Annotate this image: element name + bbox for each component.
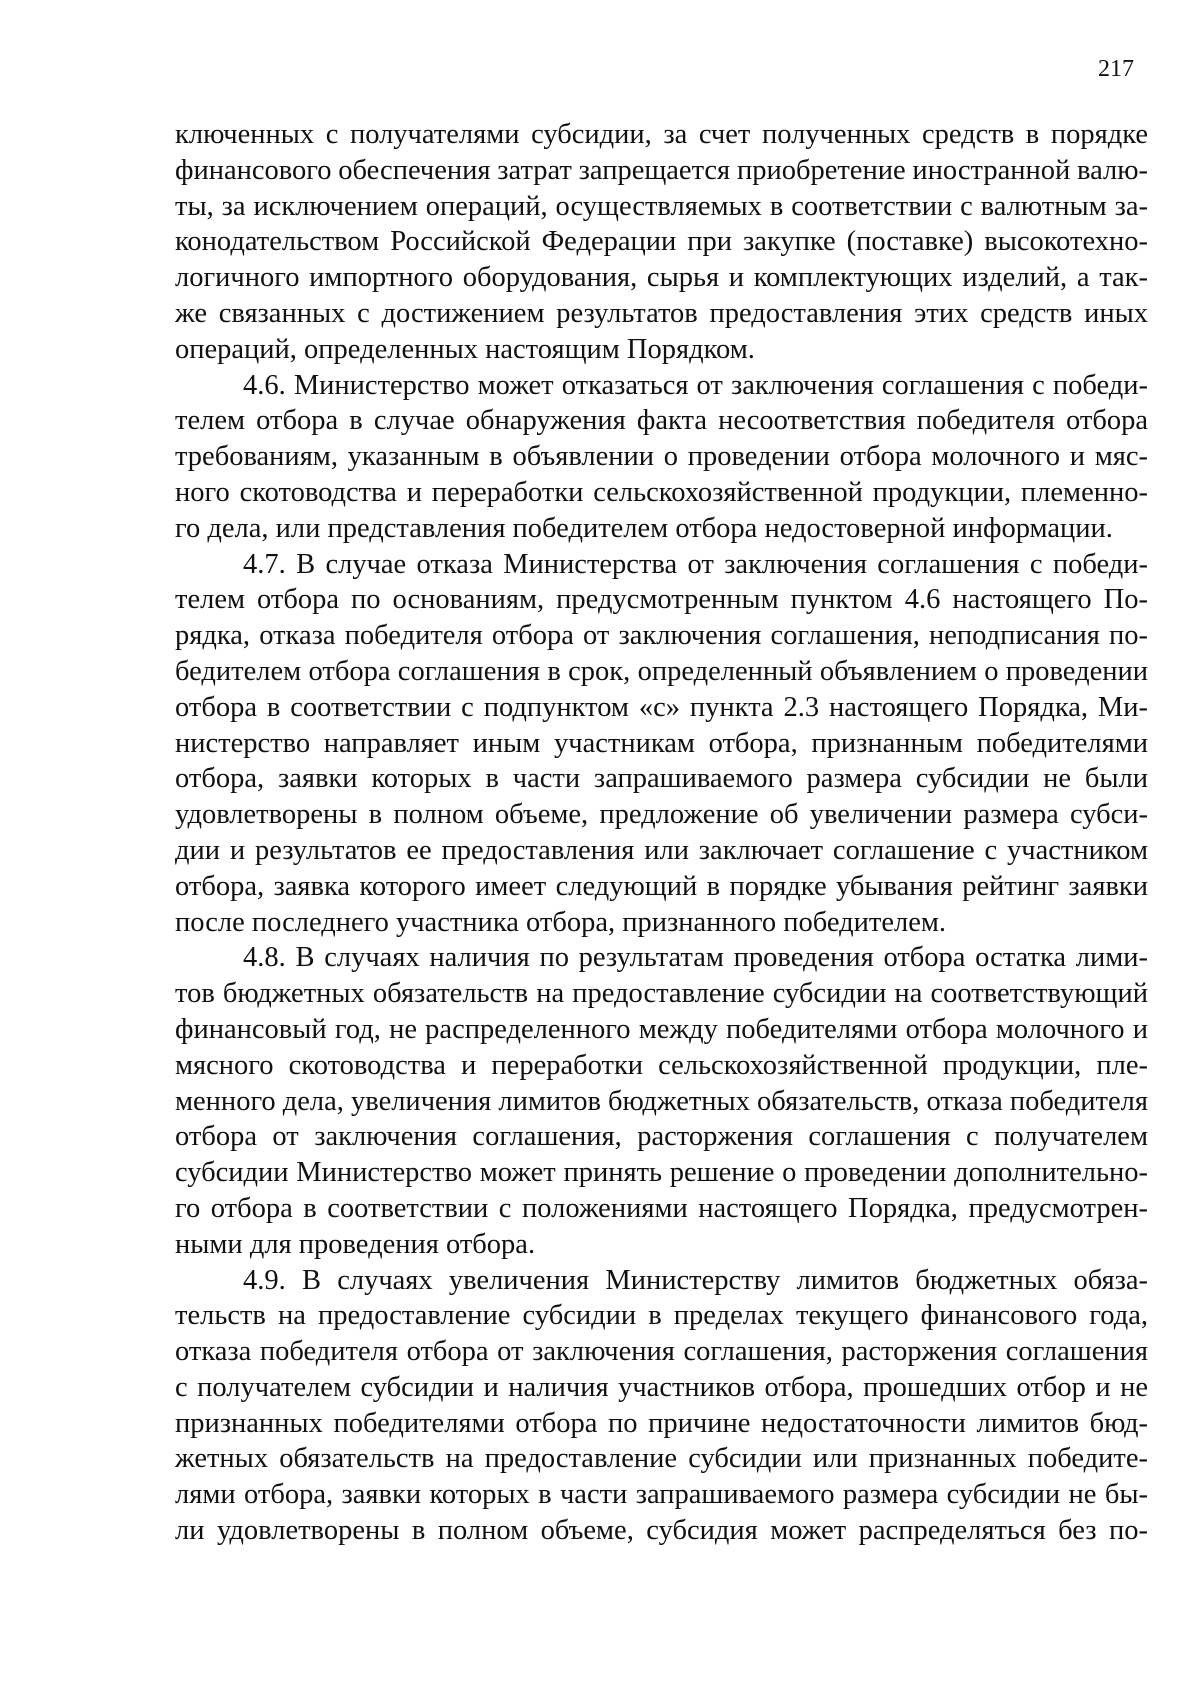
text-line: после последнего участника отбора, признанного победителем. bbox=[175, 906, 947, 938]
text-line: ключенных с получателями субсидии, за счет полученных средств в порядке bbox=[175, 119, 1148, 150]
text-line: требованиям, указанным в объявлении о проведении отбора молочного и мяс- bbox=[175, 441, 1148, 473]
text-line: нистерство направляет иным участникам отбора, признанным победителями bbox=[175, 727, 1148, 759]
text-line: 4.7. В случае отказа Министерства от заключения соглашения с победи- bbox=[243, 548, 1148, 580]
text-line: удовлетворены в полном объеме, предложение об увеличении размера субси- bbox=[175, 799, 1148, 831]
text-line: 4.9. В случаях увеличения Министерству лимитов бюджетных обяза- bbox=[243, 1264, 1148, 1296]
paragraph bbox=[175, 1263, 1148, 1549]
text-line: же связанных с достижением результатов предоставления этих средств иных bbox=[175, 297, 1148, 329]
text-line: 4.6. Министерство может отказаться от заключения соглашения с победи- bbox=[243, 369, 1148, 401]
text-line: финансового обеспечения затрат запрещается приобретение иностранной валю- bbox=[175, 154, 1148, 186]
text-line: конодательством Российской Федерации при закупке (поставке) высокотехно- bbox=[175, 226, 1148, 258]
text-line: с получателем субсидии и наличия участников отбора, прошедших отбор и не bbox=[175, 1371, 1148, 1403]
paragraph bbox=[175, 940, 1148, 1262]
text-line: субсидии Министерство может принять решение о проведении дополнительно- bbox=[175, 1157, 1148, 1189]
paragraph bbox=[175, 547, 1148, 941]
document-body bbox=[175, 117, 1148, 1549]
text-line: ного скотоводства и переработки сельскохозяйственной продукции, племенно- bbox=[175, 476, 1148, 508]
text-line: отказа победителя отбора от заключения соглашения, расторжения соглашения bbox=[175, 1336, 1148, 1368]
text-line: отбора в соответствии с подпунктом «с» пункта 2.3 настоящего Порядка, Ми- bbox=[175, 691, 1148, 723]
text-line: менного дела, увеличения лимитов бюджетных обязательств, отказа победителя bbox=[175, 1085, 1148, 1117]
text-line: тов бюджетных обязательств на предоставление субсидии на соответствующий bbox=[175, 978, 1148, 1010]
text-line: отбора от заключения соглашения, расторжения соглашения с получателем bbox=[175, 1121, 1148, 1153]
text-line: отбора, заявка которого имеет следующий в порядке убывания рейтинг заявки bbox=[175, 870, 1148, 902]
text-line: телем отбора в случае обнаружения факта несоответствия победителя отбора bbox=[175, 405, 1148, 437]
text-line: дии и результатов ее предоставления или заключает соглашение с участником bbox=[175, 834, 1148, 866]
paragraph bbox=[175, 117, 1148, 368]
paragraph bbox=[175, 368, 1148, 547]
text-line: 4.8. В случаях наличия по результатам проведения отбора остатка лими- bbox=[243, 942, 1148, 974]
text-line: финансовый год, не распределенного между победителями отбора молочного и bbox=[175, 1013, 1148, 1045]
text-line: операций, определенных настоящим Порядком. bbox=[175, 333, 755, 365]
text-line: жетных обязательств на предоставление субсидии или признанных победите- bbox=[175, 1443, 1148, 1475]
text-line: го дела, или представления победителем отбора недостоверной информации. bbox=[175, 512, 1113, 544]
text-line: телем отбора по основаниям, предусмотренным пунктом 4.6 настоящего По- bbox=[175, 584, 1148, 616]
text-line: ты, за исключением операций, осуществляемых в соответствии с валютным за- bbox=[175, 190, 1148, 222]
page-number: 217 bbox=[1098, 56, 1134, 82]
text-line: лями отбора, заявки которых в части запрашиваемого размера субсидии не бы- bbox=[175, 1479, 1148, 1511]
text-line: ными для проведения отбора. bbox=[175, 1228, 536, 1260]
text-line: отбора, заявки которых в части запрашиваемого размера субсидии не были bbox=[175, 763, 1148, 795]
text-line: мясного скотоводства и переработки сельскохозяйственной продукции, пле- bbox=[175, 1049, 1148, 1081]
text-line: бедителем отбора соглашения в срок, определенный объявлением о проведении bbox=[175, 655, 1148, 687]
text-line: ли удовлетворены в полном объеме, субсидия может распределяться без по- bbox=[175, 1515, 1148, 1547]
text-line: тельств на предоставление субсидии в пределах текущего финансового года, bbox=[175, 1300, 1148, 1332]
text-line: признанных победителями отбора по причине недостаточности лимитов бюд- bbox=[175, 1407, 1148, 1439]
text-line: рядка, отказа победителя отбора от заключения соглашения, неподписания по- bbox=[175, 620, 1148, 652]
text-line: го отбора в соответствии с положениями настоящего Порядка, предусмотрен- bbox=[175, 1192, 1148, 1224]
text-line: логичного импортного оборудования, сырья и комплектующих изделий, а так- bbox=[175, 262, 1148, 294]
